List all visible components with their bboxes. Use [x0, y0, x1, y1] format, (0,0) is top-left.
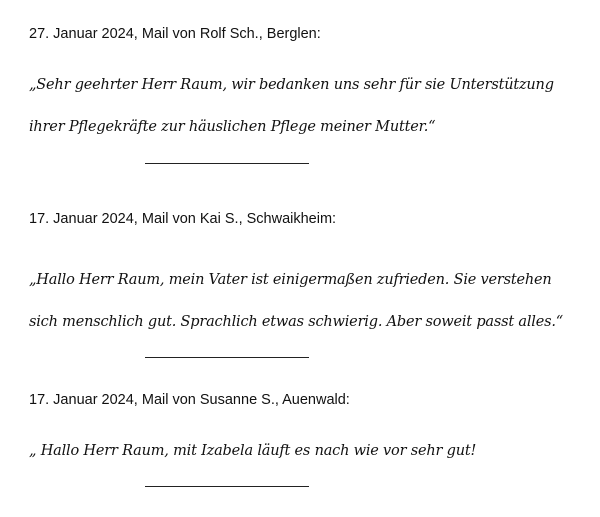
testimonial-3-quote-line-1: „ Hallo Herr Raum, mit Izabela läuft es nach wie vor sehr gut!	[29, 443, 477, 459]
testimonial-3-header: 17. Januar 2024, Mail von Susanne S., Auenwald:	[29, 392, 350, 408]
testimonial-1-header: 27. Januar 2024, Mail von Rolf Sch., Berglen:	[29, 26, 321, 42]
testimonial-1-quote-line-2: ihrer Pflegekräfte zur häuslichen Pflege meiner Mutter.“	[29, 119, 436, 135]
testimonial-2-header: 17. Januar 2024, Mail von Kai S., Schwaikheim:	[29, 211, 337, 227]
testimonial-1-quote-line-1: „Sehr geehrter Herr Raum, wir bedanken uns sehr für sie Unterstützung	[29, 77, 554, 93]
testimonial-2-quote-line-1: „Hallo Herr Raum, mein Vater ist einigermaßen zufrieden. Sie verstehen	[29, 272, 552, 288]
separator-line	[145, 163, 309, 164]
separator-line	[145, 357, 309, 358]
testimonial-2-quote-line-2: sich menschlich gut. Sprachlich etwas schwierig. Aber soweit passt alles.“	[29, 314, 563, 330]
separator-line	[145, 486, 309, 487]
